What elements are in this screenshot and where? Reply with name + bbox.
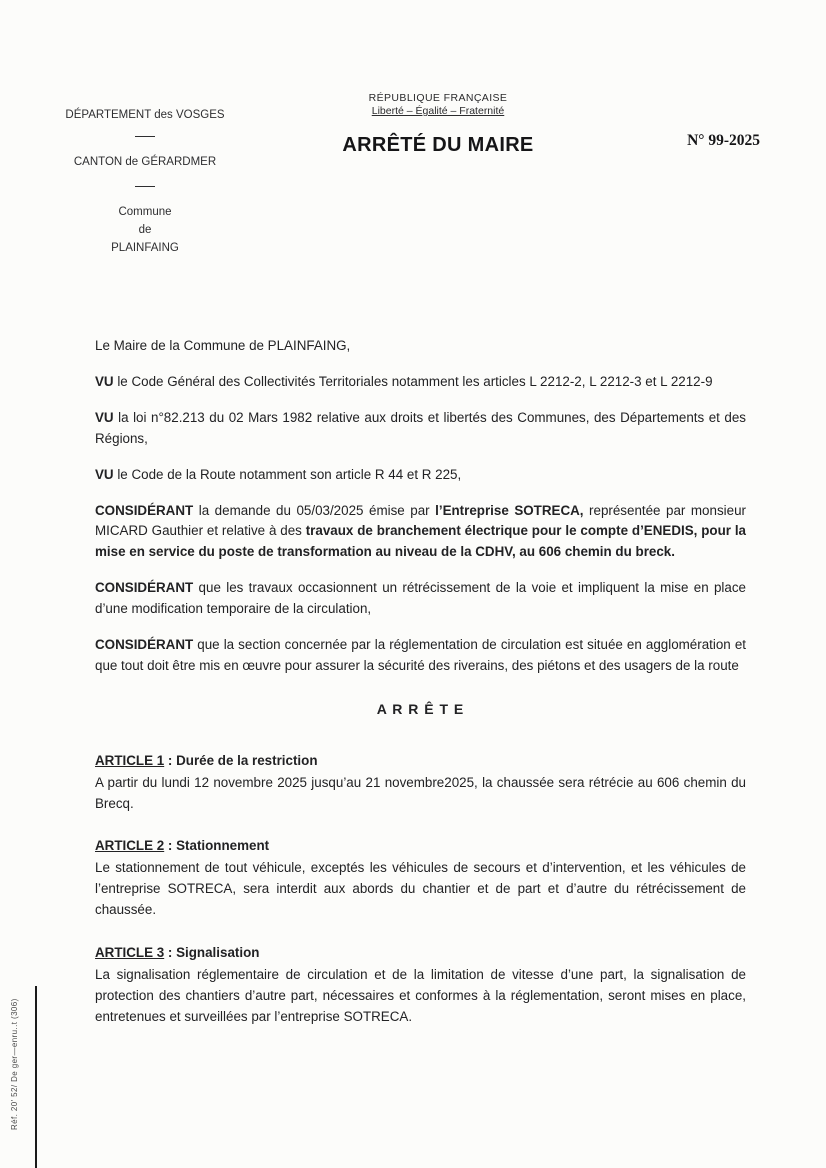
vu-text: le Code de la Route notamment son article R 44 et R 225, [113,466,462,482]
article-2-text: Le stationnement de tout véhicule, exceptés les véhicules de secours et d’intervention, et les véhicules de l’entreprise SOTRECA, sera interdit aux abords du chantier et de part et d’autre du rétrécissement de chaussée. [95,860,746,918]
vu-paragraph-2 [95,408,746,450]
arrete-heading: A R R Ê T E [376,700,465,717]
vu-paragraph-1 [95,372,746,393]
article-1-text: A partir du lundi 12 novembre 2025 jusqu’au 21 novembre2025, la chaussée sera rétrécie au 606 chemin du Brecq. [95,774,746,811]
divider-dash [135,186,155,187]
considerant-lead: CONSIDÉRANT [95,580,194,596]
document-title: ARRÊTÉ DU MAIRE [342,134,534,156]
vu-text: le Code Général des Collectivités Territoriales notamment les articles L 2212-2, L 2212-3 et L 2212-9 [113,373,713,389]
considerant-bold-segment: l’Entreprise SOTRECA, [435,502,584,518]
considerant-lead: CONSIDÉRANT [95,502,194,518]
considerant-text: représentée par monsieur MICARD Gauthier et relative à des [95,502,746,539]
article-1-heading [95,751,746,772]
scan-artifact-line [35,986,37,1168]
vu-lead: VU [95,409,114,425]
decree-number: N° 99-2025 [687,132,760,149]
intro-paragraph [95,336,746,357]
vu-text: la loi n°82.213 du 02 Mars 1982 relative aux droits et libertés des Communes, des Départements et des Régions, [95,409,746,446]
commune-block [57,204,233,257]
considerant-bold-segment: travaux de branchement électrique pour le compte d’ENEDIS, pour la mise en service du poste de transformation au niveau de la CDHV, au 606 chemin du breck. [95,523,746,560]
considerant-paragraph-3 [95,635,746,677]
considerant-text: la demande du 05/03/2025 émise par [193,502,436,518]
article-2-heading [95,836,746,857]
considerant-lead: CONSIDÉRANT [95,637,194,653]
header-left-block [57,108,233,257]
commune-line: de [138,223,152,236]
article-title: : Stationnement [164,838,270,854]
article-3-heading [95,943,746,964]
article-number: ARTICLE 1 [95,752,165,768]
commune-line: PLAINFAING [111,241,179,254]
article-number: ARTICLE 3 [95,945,165,961]
considerant-paragraph-2 [95,578,746,620]
republique-label: RÉPUBLIQUE FRANÇAISE [368,92,508,104]
vu-paragraph-3 [95,465,746,486]
devise-label: Liberté – Égalité – Fraternité [371,105,505,117]
departement-label: DÉPARTEMENT des VOSGES [65,109,225,121]
considerant-text: que les travaux occasionnent un rétrécissement de la voie et impliquent la mise en place d’une modification temporaire de la circulation, [95,580,746,617]
article-3-text: La signalisation réglementaire de circulation et de la limitation de vitesse d’une part, la signalisation de protection des chantiers d’autre part, nécessaires et conformes à la réglementation, seront mises en place, entretenues et surveillées par l’entreprise SOTRECA. [95,966,746,1024]
document-body [95,336,746,1050]
commune-line: Commune [118,205,172,218]
article-title: : Durée de la restriction [164,752,318,768]
canton-label: CANTON de GÉRARDMER [73,155,217,168]
intro-text: Le Maire de la Commune de PLAINFAING, [95,338,351,353]
considerant-text: que la section concernée par la réglementation de circulation est située en agglomération et que tout doit être mis en œuvre pour assurer la sécurité des riverains, des piétons et des usagers de la route [95,637,746,673]
divider-dash [135,136,155,137]
header-center-block [260,92,616,157]
vu-lead: VU [95,373,114,389]
margin-reference-text: Réf. 20' 52/ De ger—enru..t (306) [10,998,19,1130]
considerant-paragraph-1 [95,501,746,564]
article-title: : Signalisation [164,945,260,961]
vu-lead: VU [95,466,114,482]
article-number: ARTICLE 2 [95,838,165,854]
